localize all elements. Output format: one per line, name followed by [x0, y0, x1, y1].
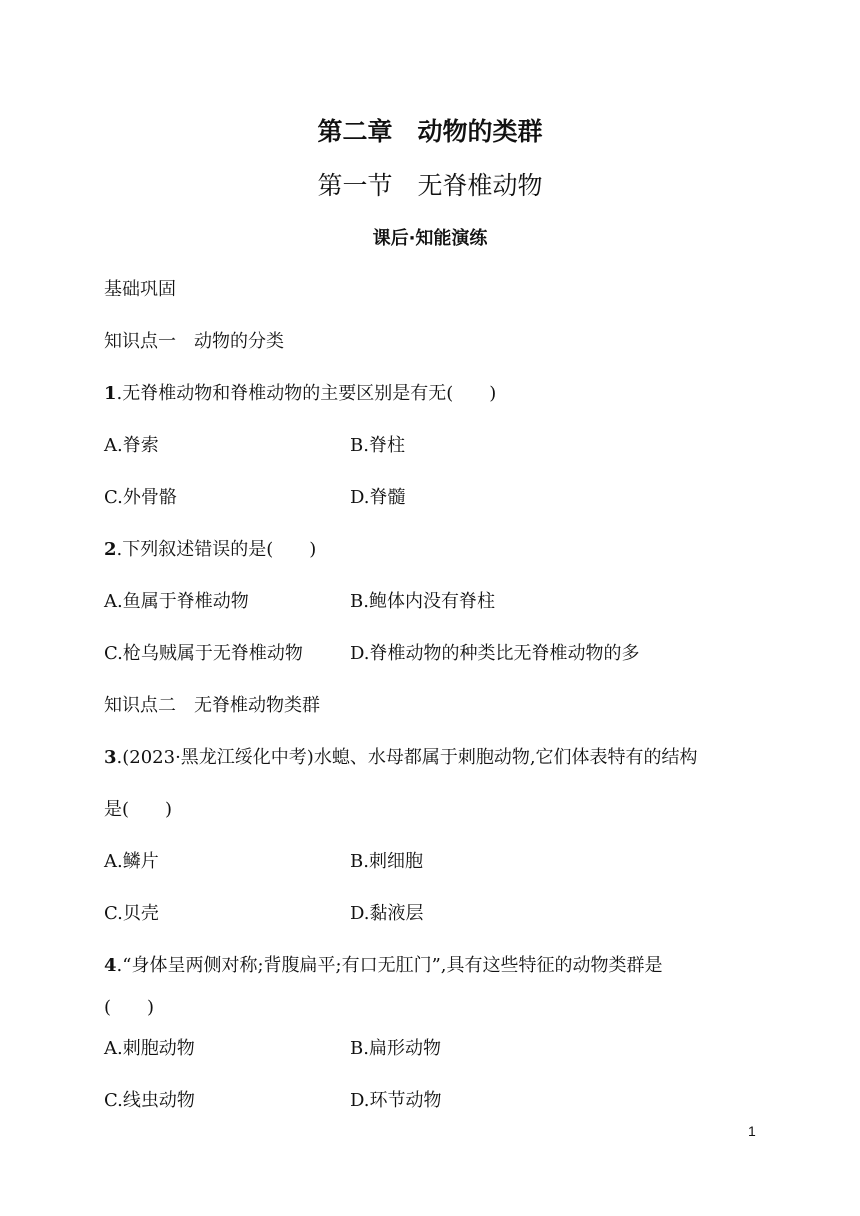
- question-text: .“身体呈两侧对称;背腹扁平;有口无肛门”,具有这些特征的动物类群是: [116, 955, 663, 976]
- question-number: 3: [104, 747, 117, 768]
- option: D.脊髓: [350, 487, 406, 508]
- option: C.线虫动物: [104, 1090, 195, 1111]
- option: A.刺胞动物: [104, 1038, 195, 1059]
- option: D.脊椎动物的种类比无脊椎动物的多: [350, 643, 640, 664]
- question-text: .下列叙述错误的是( ): [116, 539, 317, 560]
- part-heading: 基础巩固: [104, 279, 176, 300]
- knowledge-point-heading: 知识点二 无脊椎动物类群: [104, 695, 320, 716]
- question-stem: [104, 951, 663, 977]
- option: A.脊索: [104, 435, 159, 456]
- option: B.脊柱: [350, 435, 405, 456]
- question-stem: [104, 379, 496, 405]
- option: C.外骨骼: [104, 487, 177, 508]
- question-number: 4: [104, 955, 117, 976]
- option: B.刺细胞: [350, 851, 423, 872]
- option: A.鳞片: [104, 851, 159, 872]
- question-stem: [104, 743, 698, 769]
- option: C.贝壳: [104, 903, 159, 924]
- chapter-title: 第二章 动物的类群: [317, 117, 543, 146]
- question-text: 水螅、水母都属于刺胞动物,它们体表特有的结构: [313, 747, 698, 768]
- option: B.鲍体内没有脊柱: [350, 591, 495, 612]
- option: D.黏液层: [350, 903, 424, 924]
- question-text-continued: 是( ): [104, 799, 173, 820]
- option: B.扁形动物: [350, 1038, 441, 1059]
- question-number: 1: [104, 383, 117, 404]
- question-number: 2: [104, 539, 117, 560]
- question-text-continued: ( ): [104, 997, 155, 1018]
- page-number: 1: [748, 1123, 756, 1139]
- knowledge-point-heading: 知识点一 动物的分类: [104, 331, 284, 352]
- subtitle: 课后·知能演练: [372, 228, 488, 249]
- option: C.枪乌贼属于无脊椎动物: [104, 643, 303, 664]
- option: A.鱼属于脊椎动物: [104, 591, 249, 612]
- question-text: .无脊椎动物和脊椎动物的主要区别是有无( ): [116, 383, 497, 404]
- question-stem: [104, 535, 316, 561]
- option: D.环节动物: [350, 1090, 442, 1111]
- question-source: .(2023·黑龙江绥化中考): [116, 747, 314, 768]
- section-title: 第一节 无脊椎动物: [317, 171, 543, 200]
